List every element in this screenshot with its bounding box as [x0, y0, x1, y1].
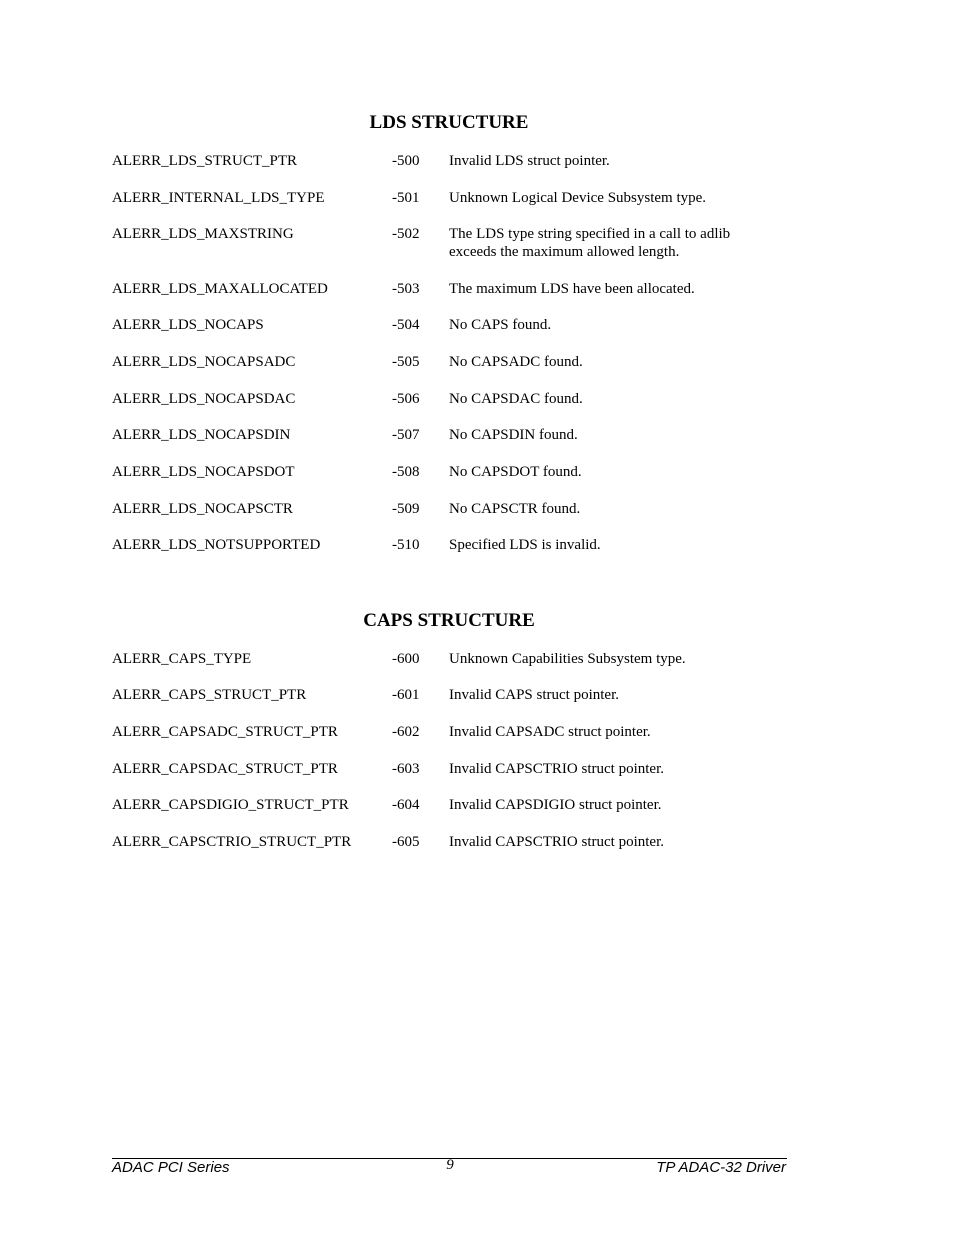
error-code: -601 — [392, 687, 420, 703]
error-code: -605 — [392, 834, 420, 850]
error-code: -600 — [392, 651, 420, 667]
error-code: -501 — [392, 190, 420, 206]
error-description: No CAPSDIN found. — [449, 427, 578, 443]
error-description: Invalid LDS struct pointer. — [449, 153, 610, 169]
error-name: ALERR_CAPSDAC_STRUCT_PTR — [112, 761, 338, 777]
section-title-caps: CAPS STRUCTURE — [363, 610, 535, 631]
error-code: -509 — [392, 501, 420, 517]
error-name: ALERR_CAPSCTRIO_STRUCT_PTR — [112, 834, 352, 850]
footer-driver-name: TP ADAC-32 Driver — [656, 1159, 786, 1176]
error-name: ALERR_CAPSADC_STRUCT_PTR — [112, 724, 338, 740]
error-description: Unknown Capabilities Subsystem type. — [449, 651, 686, 667]
error-description: No CAPSADC found. — [449, 354, 583, 370]
error-code: -602 — [392, 724, 420, 740]
section-title-lds: LDS STRUCTURE — [369, 112, 529, 133]
error-name: ALERR_LDS_STRUCT_PTR — [112, 153, 298, 169]
error-code: -503 — [392, 281, 420, 297]
error-name: ALERR_LDS_NOCAPSDAC — [112, 391, 296, 407]
error-name: ALERR_CAPS_TYPE — [112, 651, 252, 667]
error-name: ALERR_CAPSDIGIO_STRUCT_PTR — [112, 797, 349, 813]
error-code: -604 — [392, 797, 420, 813]
error-code: -502 — [392, 226, 420, 242]
error-code: -508 — [392, 464, 420, 480]
error-code: -505 — [392, 354, 420, 370]
error-name: ALERR_INTERNAL_LDS_TYPE — [112, 190, 325, 206]
error-description: Invalid CAPSCTRIO struct pointer. — [449, 834, 664, 850]
error-code: -603 — [392, 761, 420, 777]
error-description: The maximum LDS have been allocated. — [449, 281, 695, 297]
error-name: ALERR_LDS_NOCAPSADC — [112, 354, 296, 370]
error-code: -507 — [392, 427, 420, 443]
error-description: Invalid CAPSCTRIO struct pointer. — [449, 761, 664, 777]
error-name: ALERR_LDS_MAXALLOCATED — [112, 281, 328, 297]
error-description: No CAPSCTR found. — [449, 501, 581, 517]
error-name: ALERR_LDS_NOCAPSDIN — [112, 427, 291, 443]
error-description: Invalid CAPSDIGIO struct pointer. — [449, 797, 662, 813]
error-name: ALERR_LDS_MAXSTRING — [112, 226, 294, 242]
error-code: -504 — [392, 317, 420, 333]
error-name: ALERR_LDS_NOCAPSCTR — [112, 501, 293, 517]
error-name: ALERR_LDS_NOTSUPPORTED — [112, 537, 321, 553]
error-name: ALERR_LDS_NOCAPS — [112, 317, 264, 333]
error-description: Invalid CAPS struct pointer. — [449, 687, 619, 703]
footer-series-name: ADAC PCI Series — [112, 1159, 230, 1176]
error-description: Invalid CAPSADC struct pointer. — [449, 724, 651, 740]
error-description: Unknown Logical Device Subsystem type. — [449, 190, 707, 206]
error-code: -510 — [392, 537, 420, 553]
error-description: No CAPSDOT found. — [449, 464, 582, 480]
error-description: The LDS type string specified in a call to adlib exceeds the maximum allowed length. — [449, 226, 731, 260]
page-number: 9 — [446, 1157, 454, 1173]
error-name: ALERR_CAPS_STRUCT_PTR — [112, 687, 307, 703]
error-description: Specified LDS is invalid. — [449, 537, 601, 553]
error-name: ALERR_LDS_NOCAPSDOT — [112, 464, 295, 480]
error-description: No CAPS found. — [449, 317, 552, 333]
error-code: -506 — [392, 391, 420, 407]
error-description: No CAPSDAC found. — [449, 391, 583, 407]
error-code: -500 — [392, 153, 420, 169]
